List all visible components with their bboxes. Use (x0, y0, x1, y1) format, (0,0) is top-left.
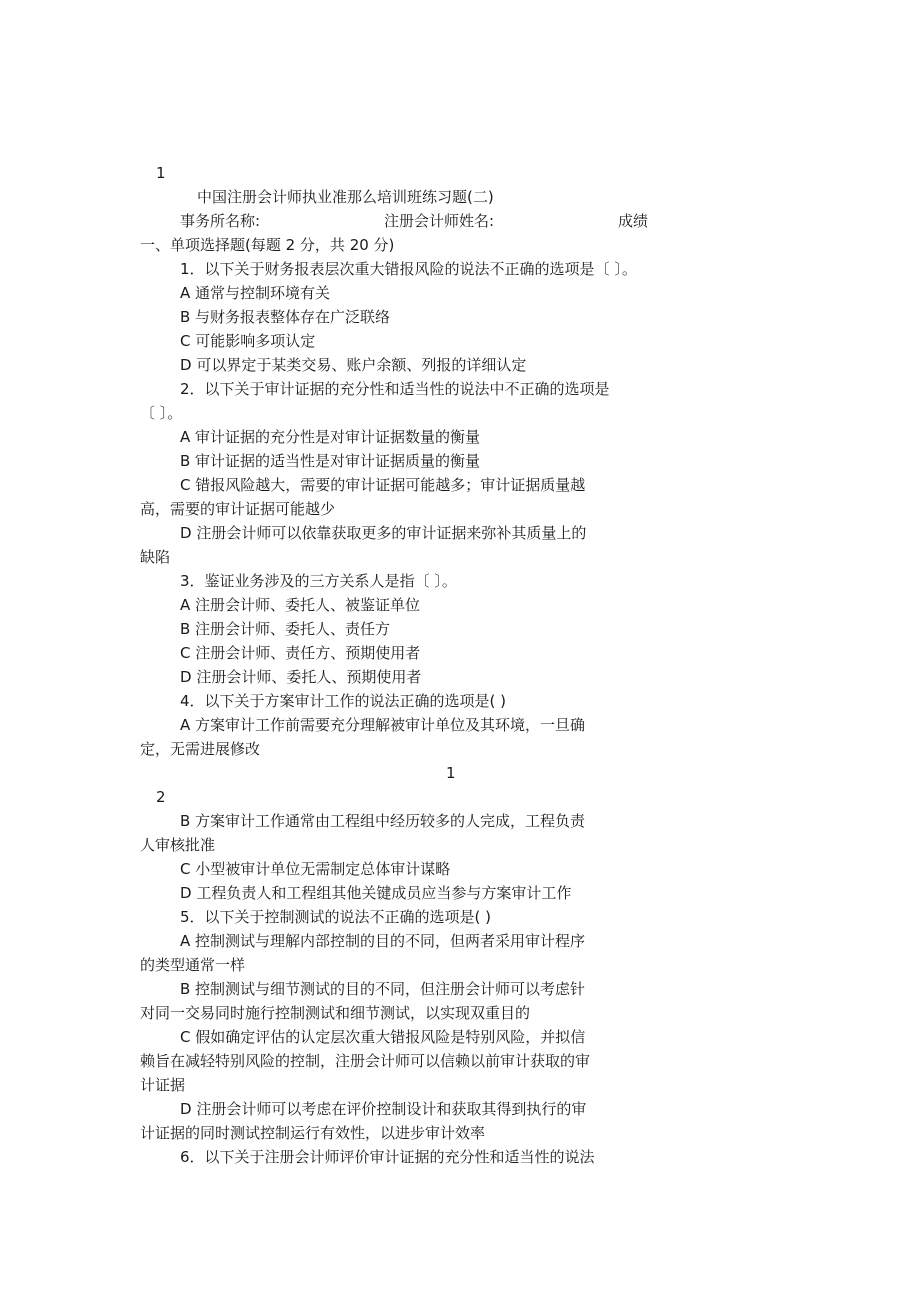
question-1-option-c: C 可能影响多项认定 (180, 332, 316, 350)
question-5-option-a-cont: 的类型通常一样 (140, 956, 246, 974)
question-5-option-c: C 假如确定评估的认定层次重大错报风险是特别风险，并拟信 (180, 1028, 586, 1046)
question-1-option-d: D 可以界定于某类交易、账户余额、列报的详细认定 (180, 356, 527, 374)
question-4-option-b: B 方案审计工作通常由工程组中经历较多的人完成，工程负责 (180, 812, 586, 830)
page-number-footer: 1 (446, 764, 456, 782)
score-label: 成绩 (618, 212, 649, 230)
question-2-stem: 2．以下关于审计证据的充分性和适当性的说法中不正确的选项是 (180, 380, 610, 398)
question-2-option-b: B 审计证据的适当性是对审计证据质量的衡量 (180, 452, 481, 470)
question-1-option-a: A 通常与控制环境有关 (180, 284, 331, 302)
question-1-stem: 1．以下关于财务报表层次重大错报风险的说法不正确的选项是〔 〕。 (180, 260, 637, 278)
section-heading: 一、单项选择题(每题 2 分，共 20 分) (140, 236, 395, 254)
cpa-name-label: 注册会计师姓名: (384, 212, 495, 230)
question-4-option-a: A 方案审计工作前需要充分理解被审计单位及其环境，一旦确 (180, 716, 586, 734)
question-5-option-d-cont: 计证据的同时测试控制运行有效性，以进步审计效率 (140, 1124, 486, 1142)
question-2-stem-cont: 〔 〕。 (140, 404, 183, 422)
question-2-option-d: D 注册会计师可以依靠获取更多的审计证据来弥补其质量上的 (180, 524, 587, 542)
question-1-option-b: B 与财务报表整体存在广泛联络 (180, 308, 391, 326)
firm-name-label: 事务所名称: (180, 212, 261, 230)
page-number-header-2: 2 (156, 788, 166, 806)
document-title: 中国注册会计师执业准那么培训班练习题(二) (197, 188, 494, 206)
question-3-option-c: C 注册会计师、责任方、预期使用者 (180, 644, 421, 662)
question-3-option-d: D 注册会计师、委托人、预期使用者 (180, 668, 422, 686)
question-5-stem: 5．以下关于控制测试的说法不正确的选项是( ) (180, 908, 492, 926)
question-3-option-b: B 注册会计师、委托人、责任方 (180, 620, 391, 638)
question-3-stem: 3．鉴证业务涉及的三方关系人是指〔 〕。 (180, 572, 457, 590)
question-5-option-b-cont: 对同一交易同时施行控制测试和细节测试，以实现双重目的 (140, 1004, 531, 1022)
question-4-stem: 4．以下关于方案审计工作的说法正确的选项是( ) (180, 692, 507, 710)
question-5-option-a: A 控制测试与理解内部控制的目的不同，但两者采用审计程序 (180, 932, 586, 950)
question-5-option-c-cont-2: 计证据 (140, 1076, 186, 1094)
question-2-option-c-cont: 高，需要的审计证据可能越少 (140, 500, 336, 518)
question-3-option-a: A 注册会计师、委托人、被鉴证单位 (180, 596, 421, 614)
question-4-option-b-cont: 人审核批准 (140, 836, 216, 854)
question-4-option-a-cont: 定，无需进展修改 (140, 740, 261, 758)
question-5-option-c-cont: 赖旨在减轻特别风险的控制，注册会计师可以信赖以前审计获取的审 (140, 1052, 591, 1070)
question-4-option-d: D 工程负责人和工程组其他关键成员应当参与方案审计工作 (180, 884, 572, 902)
question-6-stem: 6．以下关于注册会计师评价审计证据的充分性和适当性的说法 (180, 1148, 595, 1166)
question-2-option-c: C 错报风险越大，需要的审计证据可能越多；审计证据质量越 (180, 476, 586, 494)
question-4-option-c: C 小型被审计单位无需制定总体审计谋略 (180, 860, 451, 878)
question-5-option-d: D 注册会计师可以考虑在评价控制设计和获取其得到执行的审 (180, 1100, 587, 1118)
question-2-option-a: A 审计证据的充分性是对审计证据数量的衡量 (180, 428, 481, 446)
question-2-option-d-cont: 缺陷 (140, 548, 171, 566)
question-5-option-b: B 控制测试与细节测试的目的不同，但注册会计师可以考虑针 (180, 980, 586, 998)
page-number-header: 1 (156, 164, 166, 182)
